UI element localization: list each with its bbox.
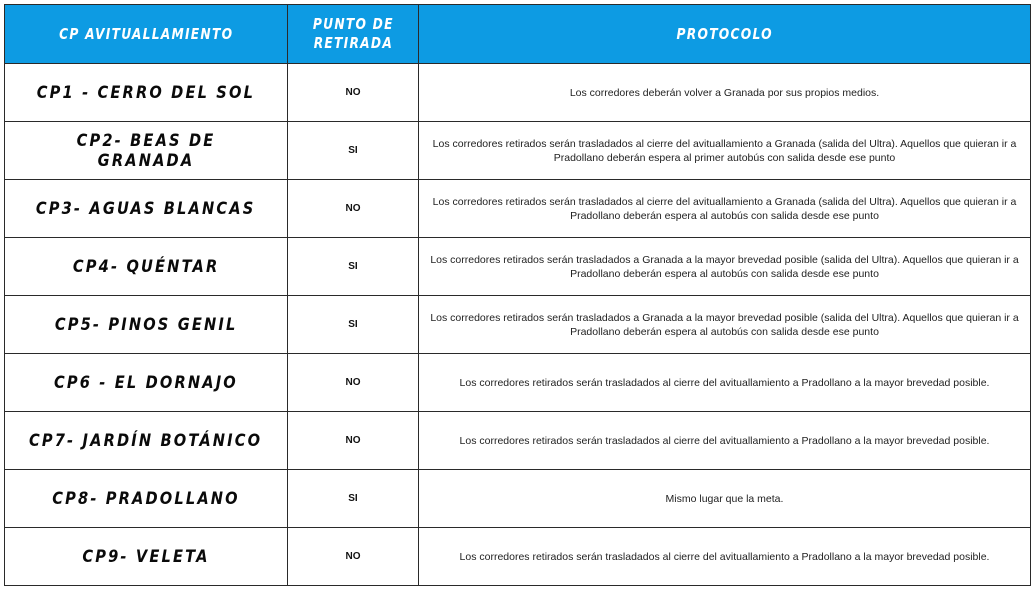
table-row <box>5 412 1031 470</box>
checkpoint-table <box>4 4 1031 586</box>
header-punto-retirada <box>288 5 419 64</box>
table-row <box>5 122 1031 180</box>
table-row <box>5 296 1031 354</box>
cp-name-cell: CP7- JARDÍN BOTÁNICO <box>5 412 288 470</box>
table-row <box>5 180 1031 238</box>
protocolo-cell: Los corredores deberán volver a Granada por sus propios medios. <box>419 64 1031 122</box>
protocolo-cell: Los corredores retirados serán trasladados al cierre del avituallamiento a Pradollano a la mayor brevedad posible. <box>419 412 1031 470</box>
protocolo-cell: Los corredores retirados serán trasladados al cierre del avituallamiento a Pradollano a la mayor brevedad posible. <box>419 528 1031 586</box>
table-row <box>5 528 1031 586</box>
retirada-cell: NO <box>288 354 419 412</box>
protocolo-cell: Los corredores retirados serán trasladados al cierre del avituallamiento a Granada (salida del Ultra). Aquellos que quieran ir a Pradollano deberán espera al primer autobús con salida desde ese punto <box>419 122 1031 180</box>
retirada-cell: SI <box>288 238 419 296</box>
retirada-cell: SI <box>288 122 419 180</box>
table-row <box>5 238 1031 296</box>
header-protocolo: PROTOCOLO <box>419 5 1031 64</box>
retirada-cell: SI <box>288 296 419 354</box>
cp-name-cell: CP4- QUÉNTAR <box>5 238 288 296</box>
cp-name-cell: CP9- VELETA <box>5 528 288 586</box>
cp-name-cell: CP2- BEAS DE GRANADA <box>5 122 288 180</box>
cp-name-cell: CP1 - CERRO DEL SOL <box>5 64 288 122</box>
cp-name-cell: CP5- PINOS GENIL <box>5 296 288 354</box>
table-row <box>5 354 1031 412</box>
protocolo-cell: Mismo lugar que la meta. <box>419 470 1031 528</box>
header-punto-retirada-line2: RETIRADA <box>313 34 393 52</box>
protocolo-cell: Los corredores retirados serán trasladados a Granada a la mayor brevedad posible (salida del Ultra). Aquellos que quieran ir a Pradollano deberán espera al autobús con salida desde ese punto <box>419 238 1031 296</box>
retirada-cell: NO <box>288 180 419 238</box>
table-row <box>5 470 1031 528</box>
header-cp-avituallamiento: CP AVITUALLAMIENTO <box>5 5 288 64</box>
protocolo-cell: Los corredores retirados serán trasladados al cierre del avituallamiento a Granada (salida del Ultra). Aquellos que quieran ir a Pradollano deberán espera al autobús con salida desde ese punto <box>419 180 1031 238</box>
checkpoint-table-container <box>4 4 1030 586</box>
cp-name-cell: CP8- PRADOLLANO <box>5 470 288 528</box>
table-row <box>5 64 1031 122</box>
cp-name-cell: CP3- AGUAS BLANCAS <box>5 180 288 238</box>
retirada-cell: SI <box>288 470 419 528</box>
cp-name-cell: CP6 - EL DORNAJO <box>5 354 288 412</box>
protocolo-cell: Los corredores retirados serán trasladados al cierre del avituallamiento a Pradollano a la mayor brevedad posible. <box>419 354 1031 412</box>
retirada-cell: NO <box>288 528 419 586</box>
protocolo-cell: Los corredores retirados serán trasladados a Granada a la mayor brevedad posible (salida del Ultra). Aquellos que quieran ir a Pradollano deberán espera al autobús con salida desde ese punto <box>419 296 1031 354</box>
table-header-row <box>5 5 1031 64</box>
retirada-cell: NO <box>288 64 419 122</box>
retirada-cell: NO <box>288 412 419 470</box>
header-punto-retirada-line1: PUNTO DE <box>312 15 394 33</box>
